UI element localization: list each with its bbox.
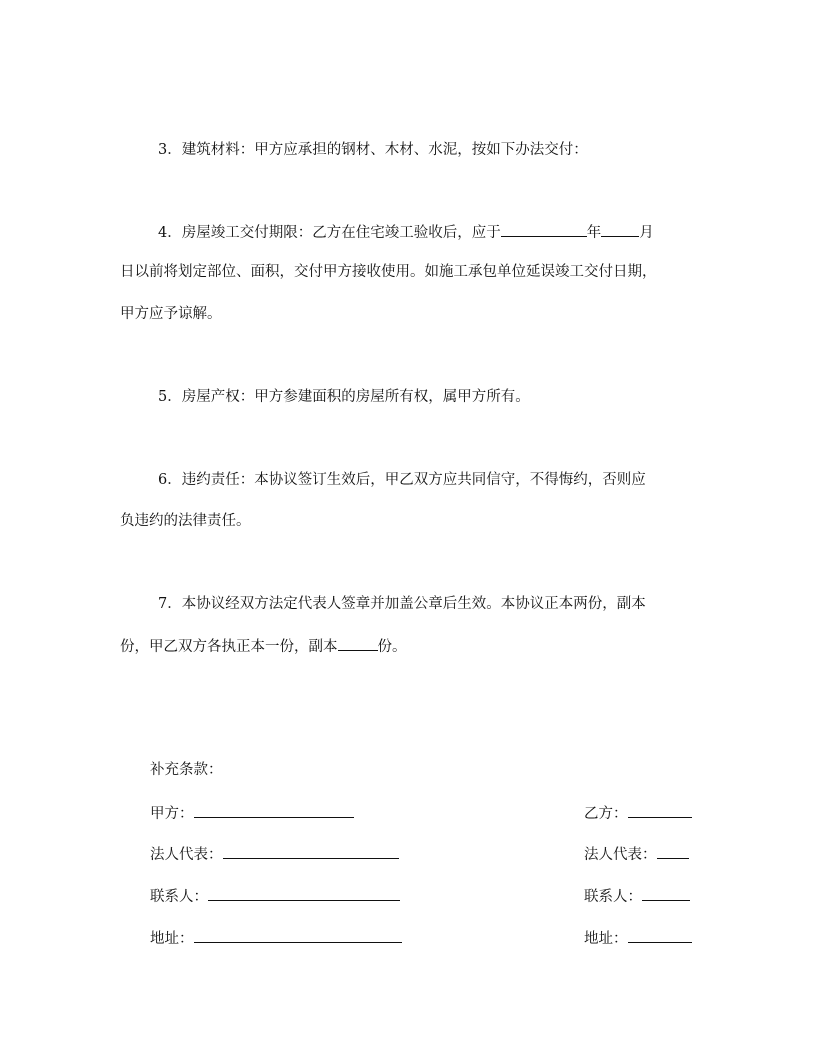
party-b-blank <box>628 803 692 818</box>
legal-rep-a-blank <box>223 844 399 859</box>
contact-a-label: 联系人： <box>150 889 208 905</box>
contact-b-label: 联系人： <box>584 889 642 905</box>
clause-4-line-2: 日以前将划定部位、面积，交付甲方接收使用。如施工承包单位延误竣工交付日期， <box>120 264 657 280</box>
address-b-label: 地址： <box>584 931 628 947</box>
legal-rep-a-label: 法人代表： <box>150 847 223 863</box>
clause-4-line-3: 甲方应予谅解。 <box>120 306 222 322</box>
legal-rep-a-row <box>150 844 399 865</box>
party-b-row <box>584 803 692 824</box>
legal-rep-b-label: 法人代表： <box>584 847 657 863</box>
party-a-label: 甲方： <box>150 806 194 822</box>
legal-rep-b-blank <box>657 844 689 859</box>
address-b-blank <box>628 928 692 943</box>
clause-6-line-2: 负违约的法律责任。 <box>120 513 251 529</box>
contact-b-row <box>584 886 690 907</box>
address-a-blank <box>194 928 402 943</box>
clause-7-line-2 <box>120 636 407 657</box>
year-blank <box>501 222 587 237</box>
supplement-label: 补充条款： <box>150 762 223 778</box>
party-a-row <box>150 803 354 824</box>
contact-b-blank <box>642 886 690 901</box>
address-a-row <box>150 928 402 949</box>
address-b-row <box>584 928 692 949</box>
clause-7-text-a: 份，甲乙双方各执正本一份，副本 <box>120 639 338 655</box>
clause-5: 5．房屋产权：甲方参建面积的房屋所有权，属甲方所有。 <box>158 389 530 405</box>
clause-4-text-c: 月 <box>639 225 654 241</box>
clause-4-text-a: 4．房屋竣工交付期限：乙方在住宅竣工验收后，应于 <box>158 225 501 241</box>
contact-a-row <box>150 886 400 907</box>
legal-rep-b-row <box>584 844 689 865</box>
clause-3: 3．建筑材料：甲方应承担的钢材、木材、水泥，按如下办法交付： <box>158 142 588 158</box>
copies-blank <box>338 636 378 651</box>
contact-a-blank <box>208 886 400 901</box>
clause-7-text-b: 份。 <box>377 639 407 655</box>
party-b-label: 乙方： <box>584 806 628 822</box>
party-a-blank <box>194 803 354 818</box>
month-blank <box>601 222 639 237</box>
clause-6-line-1: 6．违约责任：本协议签订生效后，甲乙双方应共同信守，不得悔约，否则应 <box>158 472 646 488</box>
clause-7-line-1: 7．本协议经双方法定代表人签章并加盖公章后生效。本协议正本两份，副本 <box>158 596 646 612</box>
address-a-label: 地址： <box>150 931 194 947</box>
clause-4-line-1 <box>158 222 654 243</box>
clause-4-text-b: 年 <box>586 225 602 241</box>
